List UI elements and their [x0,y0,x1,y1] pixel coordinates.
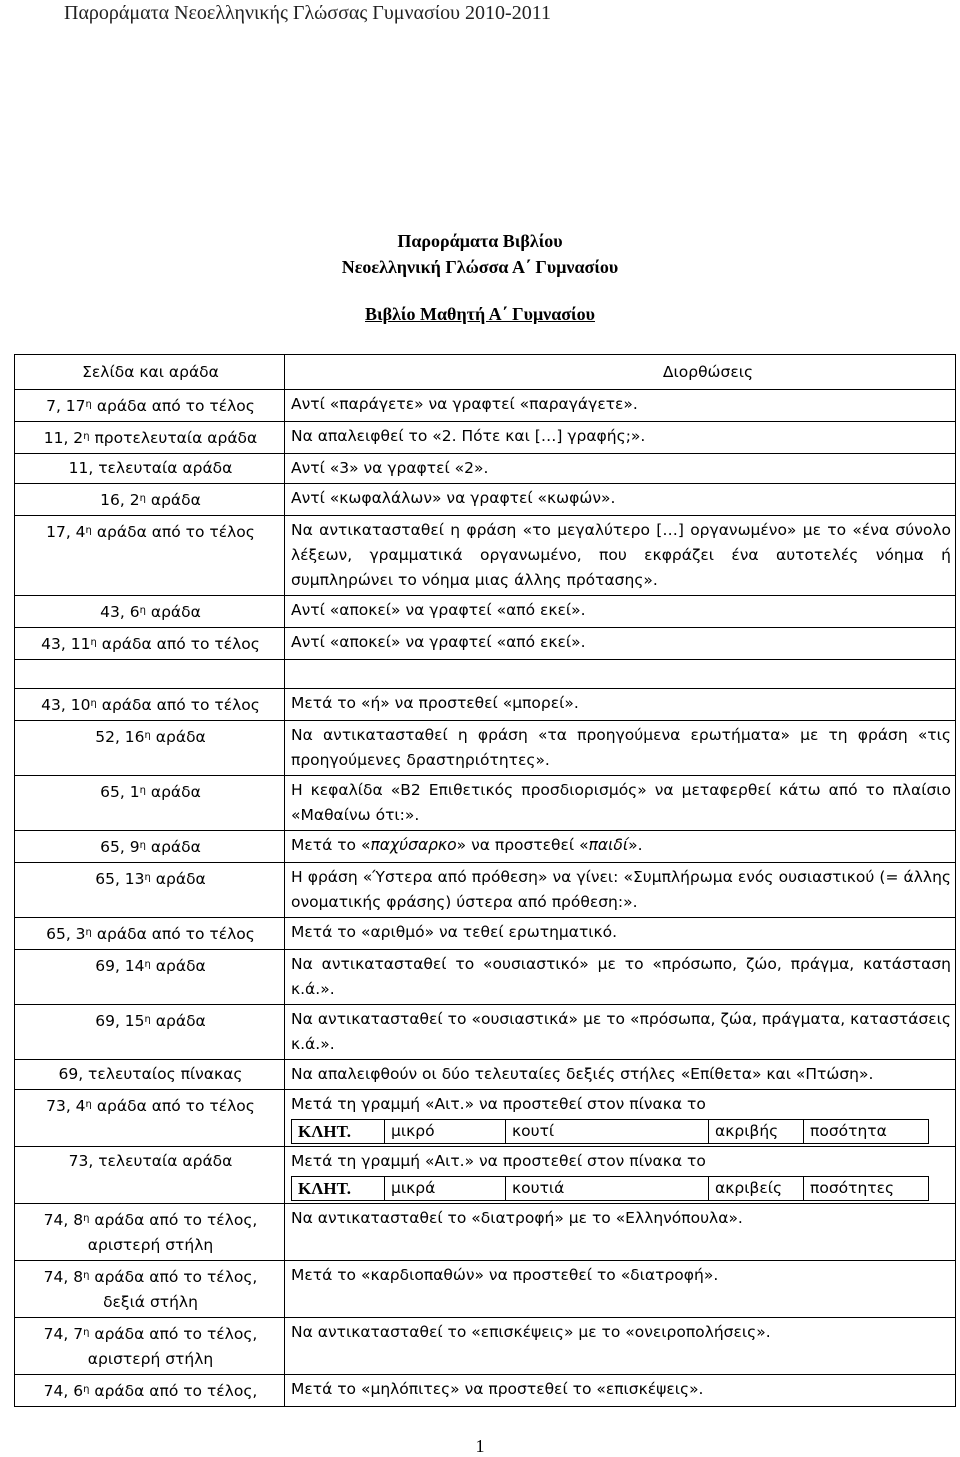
row-correction: Αντί «παράγετε» να γραφτεί «παραγάγετε». [285,390,956,422]
row-correction: Αντί «αποκεί» να γραφτεί «από εκεί». [285,596,956,628]
table-row [15,596,956,628]
row-correction: Να αντικατασταθεί το «επισκέψεις» με το «ονειροπολήσεις». [285,1318,956,1375]
cell-word: ακριβής [709,1120,804,1143]
row-correction: Να αντικατασταθεί το «διατροφή» με το «Ελληνόπουλα». [285,1204,956,1261]
table-row [15,831,956,863]
table-row [15,1375,956,1407]
italic-word: παχύσαρκο [370,836,457,854]
cell-word: κουτί [506,1120,709,1143]
row-correction: Αντί «3» να γραφτεί «2». [285,454,956,484]
correction-part: » να προστεθεί « [456,836,589,854]
correction-part: ». [628,836,643,854]
running-header: Παροράματα Νεοελληνικής Γλώσσας Γυμνασίου 2010-2011 [64,2,551,24]
row-location: 52, $16^\eta$ αράδα [15,721,285,776]
table-row [15,776,956,831]
row-correction: Να απαλειφθεί το «2. Πότε και […] γραφής;». [285,422,956,454]
row-correction [285,831,956,863]
table-row [15,721,956,776]
table-body-73 [15,1090,956,1204]
row-correction: Να αντικατασταθεί το «ουσιαστικά» με το «πρόσωπα, ζώα, πράγματα, καταστάσεις κ.ά.». [285,1005,956,1060]
header-corrections: Διορθώσεις [285,355,956,390]
row-correction [285,1147,956,1204]
header-location: Σελίδα και αράδα [15,355,285,390]
row-correction-text: Μετά τη γραμμή «Αιτ.» να προστεθεί στον πίνακα το [291,1152,706,1170]
row-correction: Να αντικατασταθεί η φράση «τα προηγούμενα ερωτήματα» με τη φράση «τις προηγούμενες δραστηριότητες». [285,721,956,776]
cell-word: ακριβείς [709,1177,804,1200]
row-location: 43, $6^\eta$ αράδα [15,596,285,628]
row-location: 16, $2^\eta$ αράδα [15,484,285,516]
row-location: 74, $6^\eta$ αράδα από το τέλος, [15,1375,285,1407]
row-correction: Να απαλειφθούν οι δύο τελευταίες δεξιές στήλες «Επίθετα» και «Πτώση». [285,1060,956,1090]
row-correction [285,1090,956,1147]
row-correction: Μετά το «μηλόπιτες» να προστεθεί το «επισκέψεις». [285,1375,956,1407]
cell-word: ποσότητα [810,1122,887,1140]
row-location: 65, $1^\eta$ αράδα [15,776,285,831]
title-line-2: Νεοελληνική Γλώσσα Α΄ Γυμνασίου [341,257,619,277]
row-location: 17, $4^\eta$ αράδα από το τέλος [15,516,285,596]
table-row [15,1318,956,1375]
row-correction-text: Μετά τη γραμμή «Αιτ.» να προστεθεί στον πίνακα το [291,1095,706,1113]
row-location: 65, $13^\eta$ αράδα [15,863,285,918]
table-row [15,1261,956,1318]
row-location: 69, $14^\eta$ αράδα [15,950,285,1005]
row-location: 11, $2^\eta$ προτελευταία αράδα [15,422,285,454]
cell-word: κουτιά [506,1177,709,1200]
table-gap-row [15,660,956,689]
row-location: 65, $3^\eta$ αράδα από το τέλος [15,918,285,950]
cell-word: μικρά [385,1177,506,1200]
document-subtitle: Βιβλίο Μαθητή Α΄ Γυμνασίου [365,304,595,324]
correction-part: Μετά το « [291,836,371,854]
row-location: 73, $4^\eta$ αράδα από το τέλος [15,1090,285,1147]
table-body-3 [15,1204,956,1407]
row-correction: Να αντικατασταθεί η φράση «το μεγαλύτερο […] οργανωμένο» με το «ένα σύνολο λέξεων, γραμματικά οργανωμένο, που εκφράζει ένα αυτοτελές νόημα ή συμπληρώνει το νόημα μιας άλλης πρότασης». [285,516,956,596]
table-row [15,516,956,596]
table-row [15,1147,956,1204]
row-correction: Να αντικατασταθεί το «ουσιαστικό» με το «πρόσωπο, ζώο, πράγμα, κατάσταση κ.ά.». [285,950,956,1005]
row-location: 43, $11^\eta$ αράδα από το τέλος [15,628,285,660]
row-correction: Αντί «κωφαλάλων» να γραφτεί «κωφών». [285,484,956,516]
document-title [0,228,960,280]
errata-table [14,354,956,1407]
row-location: 43, $10^\eta$ αράδα από το τέλος [15,689,285,721]
row-location: 7, $17^\eta$ αράδα από το τέλος [15,390,285,422]
cell-case: ΚΛΗΤ. [292,1177,385,1200]
row-correction: Μετά το «αριθμό» να τεθεί ερωτηματικό. [285,918,956,950]
table-row [15,390,956,422]
italic-word: παιδί [588,836,629,854]
table-row [15,454,956,484]
table-row [15,1204,956,1261]
table-row [15,863,956,918]
row-correction: Μετά το «ή» να προστεθεί «μπορεί». [285,689,956,721]
table-row [15,950,956,1005]
table-row [15,1090,956,1147]
page-number: 1 [475,1436,485,1456]
table-row [15,1005,956,1060]
row-location: 65, $9^\eta$ αράδα [15,831,285,863]
row-correction: Η κεφαλίδα «Β2 Επιθετικός προσδιορισμός» να μεταφερθεί κάτω από το πλαίσιο «Μαθαίνω ότι:». [285,776,956,831]
table-row [15,422,956,454]
row-location: 74, $7^\eta$ αράδα από το τέλος, αριστερή στήλη [15,1318,285,1375]
row-location: 73, τελευταία αράδα [15,1147,285,1204]
table-row [15,918,956,950]
row-location: 74, $8^\eta$ αράδα από το τέλος, αριστερή στήλη [15,1204,285,1261]
table-header-row [15,355,956,390]
row-correction: Μετά το «καρδιοπαθών» να προστεθεί το «διατροφή». [285,1261,956,1318]
table-row [15,689,956,721]
row-location: 69, $15^\eta$ αράδα [15,1005,285,1060]
title-line-1: Παροράματα Βιβλίου [397,231,563,251]
table-row [15,628,956,660]
table-row [15,484,956,516]
cell-word: ποσότητες [810,1179,895,1197]
row-correction: Η φράση «Ύστερα από πρόθεση» να γίνει: «Συμπλήρωμα ενός ουσιαστικού (= άλλης ονοματικής φράσης) ύστερα από πρόθεση:». [285,863,956,918]
row-location: 11, τελευταία αράδα [15,454,285,484]
row-location: 74, $8^\eta$ αράδα από το τέλος, δεξιά στήλη [15,1261,285,1318]
table-body-2 [15,689,956,1090]
table-gap [15,660,956,689]
table-row [15,1060,956,1090]
inserted-table-row [291,1176,929,1201]
cell-case: ΚΛΗΤ. [292,1120,385,1143]
table-body-1 [15,390,956,660]
inserted-table-row [291,1119,929,1144]
row-correction: Αντί «αποκεί» να γραφτεί «από εκεί». [285,628,956,660]
cell-word: μικρό [385,1120,506,1143]
row-location: 69, τελευταίος πίνακας [15,1060,285,1090]
